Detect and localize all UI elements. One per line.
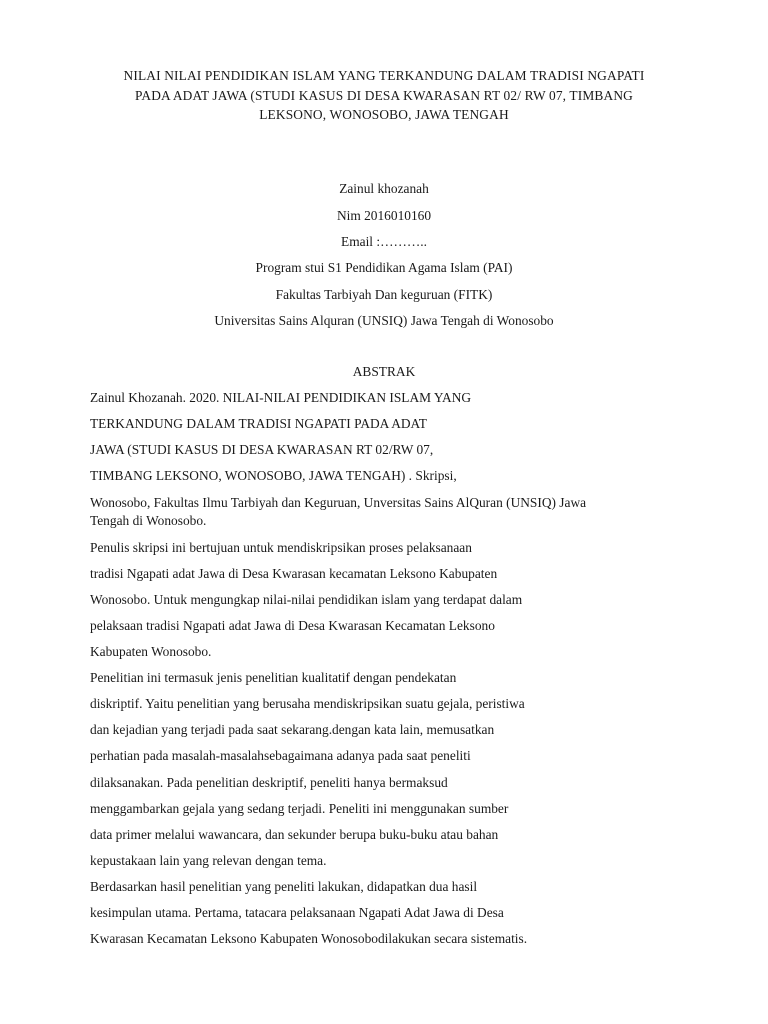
abstract-line: perhatian pada masalah-masalahsebagaimana adanya pada saat peneliti [90, 748, 471, 763]
abstract-heading: ABSTRAK [352, 364, 416, 379]
abstract-line: tradisi Ngapati adat Jawa di Desa Kwarasan kecamatan Leksono Kabupaten [90, 566, 498, 581]
document-title [60, 66, 708, 125]
title-line: NILAI NILAI PENDIDIKAN ISLAM YANG TERKANDUNG DALAM TRADISI NGAPATI [123, 68, 645, 83]
abstract-line: dilaksanakan. Pada penelitian deskriptif, peneliti hanya bermaksud [90, 775, 448, 790]
abstract-line: dan kejadian yang terjadi pada saat sekarang.dengan kata lain, memusatkan [90, 722, 495, 737]
abstract-line: Kwarasan Kecamatan Leksono Kabupaten Wonosobodilakukan secara sistematis. [90, 931, 528, 946]
abstract-line: Penulis skripsi ini bertujuan untuk mendiskripsikan proses pelaksanaan [90, 540, 472, 555]
study-program: Program stui S1 Pendidikan Agama Islam (PAI) [255, 260, 513, 275]
university: Universitas Sains Alquran (UNSIQ) Jawa Tengah di Wonosobo [214, 313, 554, 328]
abstract-line: Tengah di Wonosobo. [90, 513, 207, 528]
abstract-line: data primer melalui wawancara, dan sekunder berupa buku-buku atau bahan [90, 827, 499, 842]
abstract-line: kesimpulan utama. Pertama, tatacara pelaksanaan Ngapati Adat Jawa di Desa [90, 905, 504, 920]
author-email: Email :……….. [341, 234, 427, 249]
abstract-line: JAWA (STUDI KASUS DI DESA KWARASAN RT 02/RW 07, [90, 442, 434, 457]
abstract-line: Wonosobo, Fakultas Ilmu Tarbiyah dan Keguruan, Unversitas Sains AlQuran (UNSIQ) Jawa [90, 495, 587, 510]
abstract-line: Penelitian ini termasuk jenis penelitian kualitatif dengan pendekatan [90, 670, 457, 685]
author-name: Zainul khozanah [339, 181, 429, 196]
abstract-line: pelaksaan tradisi Ngapati adat Jawa di Desa Kwarasan Kecamatan Leksono [90, 618, 495, 633]
abstract-line: Kabupaten Wonosobo. [90, 644, 212, 659]
abstract-line: Berdasarkan hasil penelitian yang peneliti lakukan, didapatkan dua hasil [90, 879, 478, 894]
abstract-line: diskriptif. Yaitu penelitian yang berusaha mendiskripsikan suatu gejala, peristiwa [90, 696, 525, 711]
title-line: LEKSONO, WONOSOBO, JAWA TENGAH [259, 107, 509, 122]
faculty: Fakultas Tarbiyah Dan keguruan (FITK) [275, 287, 493, 302]
abstract-line: TIMBANG LEKSONO, WONOSOBO, JAWA TENGAH) . Skripsi, [90, 468, 457, 483]
abstract-line: menggambarkan gejala yang sedang terjadi. Peneliti ini menggunakan sumber [90, 801, 509, 816]
author-nim: Nim 2016010160 [336, 208, 432, 223]
abstract-line: TERKANDUNG DALAM TRADISI NGAPATI PADA ADAT [90, 416, 427, 431]
title-line: PADA ADAT JAWA (STUDI KASUS DI DESA KWARASAN RT 02/ RW 07, TIMBANG [135, 87, 633, 103]
abstract-line: Zainul Khozanah. 2020. NILAI-NILAI PENDIDIKAN ISLAM YANG [90, 390, 472, 405]
abstract-line: kepustakaan lain yang relevan dengan tema. [90, 853, 327, 868]
abstract-line: Wonosobo. Untuk mengungkap nilai-nilai pendidikan islam yang terdapat dalam [90, 592, 523, 607]
